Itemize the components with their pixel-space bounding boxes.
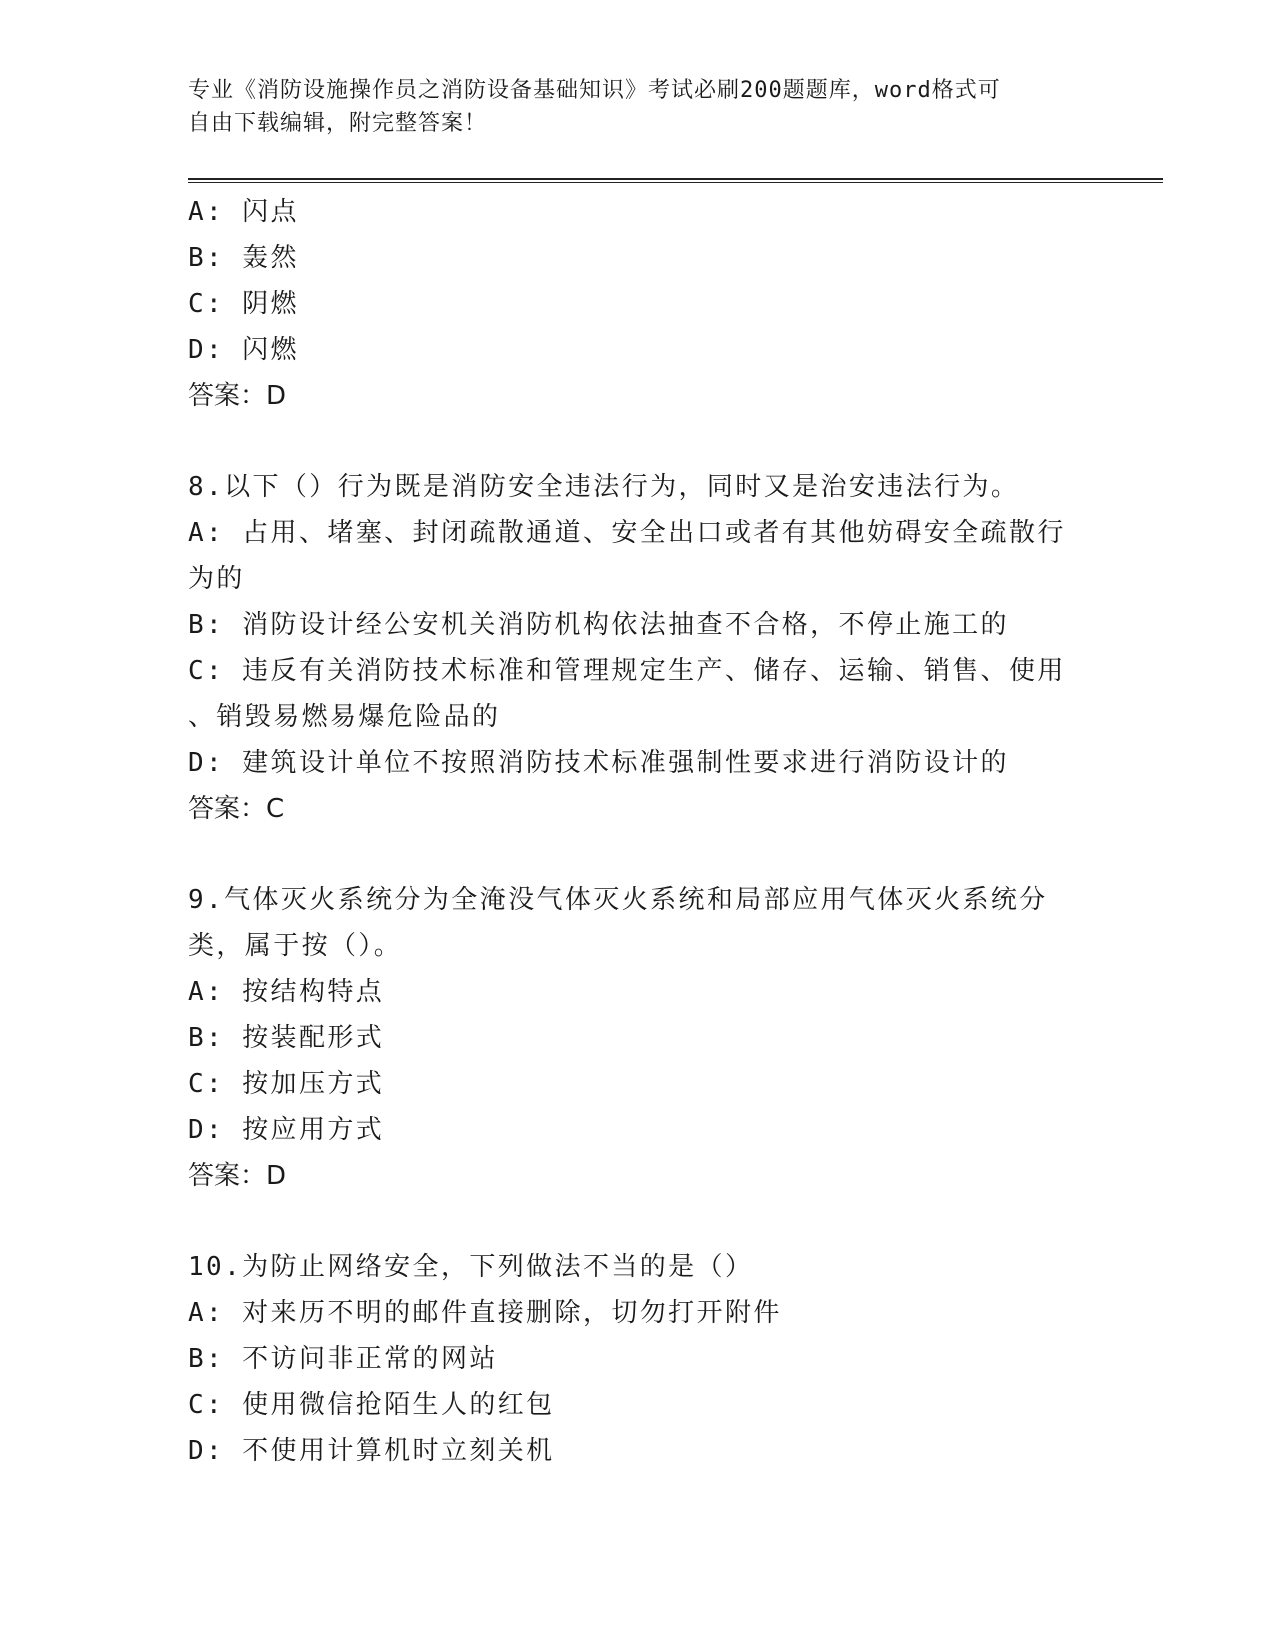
spacer [188, 1199, 1118, 1244]
question-stem: 10.为防止网络安全，下列做法不当的是（） [188, 1252, 754, 1282]
option-c: C: 阴燃 [188, 289, 299, 319]
question-8 [188, 464, 1118, 832]
option-c: C: 使用微信抢陌生人的红包 [188, 1390, 555, 1420]
question-stem-continued: 类，属于按（）。 [188, 931, 403, 961]
option-b: B: 按装配形式 [188, 1023, 385, 1053]
question-9 [188, 877, 1118, 1199]
question-stem: 8.以下（）行为既是消防安全违法行为，同时又是治安违法行为。 [188, 472, 1020, 502]
spacer [188, 419, 1118, 464]
question-list [188, 189, 1118, 1474]
option-b: B: 不访问非正常的网站 [188, 1344, 498, 1374]
option-d: D: 建筑设计单位不按照消防技术标准强制性要求进行消防设计的 [188, 748, 1009, 778]
option-a: A: 占用、堵塞、封闭疏散通道、安全出口或者有其他妨碍安全疏散行 [188, 518, 1066, 548]
answer-line: 答案：C [188, 794, 285, 824]
option-d: D: 闪燃 [188, 335, 299, 365]
option-b: B: 消防设计经公安机关消防机构依法抽查不合格，不停止施工的 [188, 610, 1009, 640]
option-a: A: 闪点 [188, 197, 299, 227]
header-line-1: 专业《消防设施操作员之消防设备基础知识》考试必刷200题题库，word格式可 [188, 78, 1001, 103]
question-stem: 9.气体灭火系统分为全淹没气体灭火系统和局部应用气体灭火系统分 [188, 885, 1048, 915]
option-a-continued: 为的 [188, 564, 245, 594]
answer-line: 答案：D [188, 381, 287, 411]
header-line-2: 自由下载编辑，附完整答案！ [188, 111, 488, 136]
option-a: A: 按结构特点 [188, 977, 385, 1007]
option-a: A: 对来历不明的邮件直接删除，切勿打开附件 [188, 1298, 782, 1328]
option-c-continued: 、销毁易燃易爆危险品的 [188, 702, 501, 732]
question-10 [188, 1244, 1118, 1474]
option-c: C: 按加压方式 [188, 1069, 385, 1099]
option-d: D: 按应用方式 [188, 1115, 385, 1145]
answer-line: 答案：D [188, 1161, 287, 1191]
document-header [188, 74, 1088, 140]
previous-question [188, 189, 1118, 419]
option-d: D: 不使用计算机时立刻关机 [188, 1436, 555, 1466]
spacer [188, 832, 1118, 877]
option-c: C: 违反有关消防技术标准和管理规定生产、储存、运输、销售、使用 [188, 656, 1066, 686]
option-b: B: 轰然 [188, 243, 299, 273]
header-divider [188, 178, 1163, 183]
